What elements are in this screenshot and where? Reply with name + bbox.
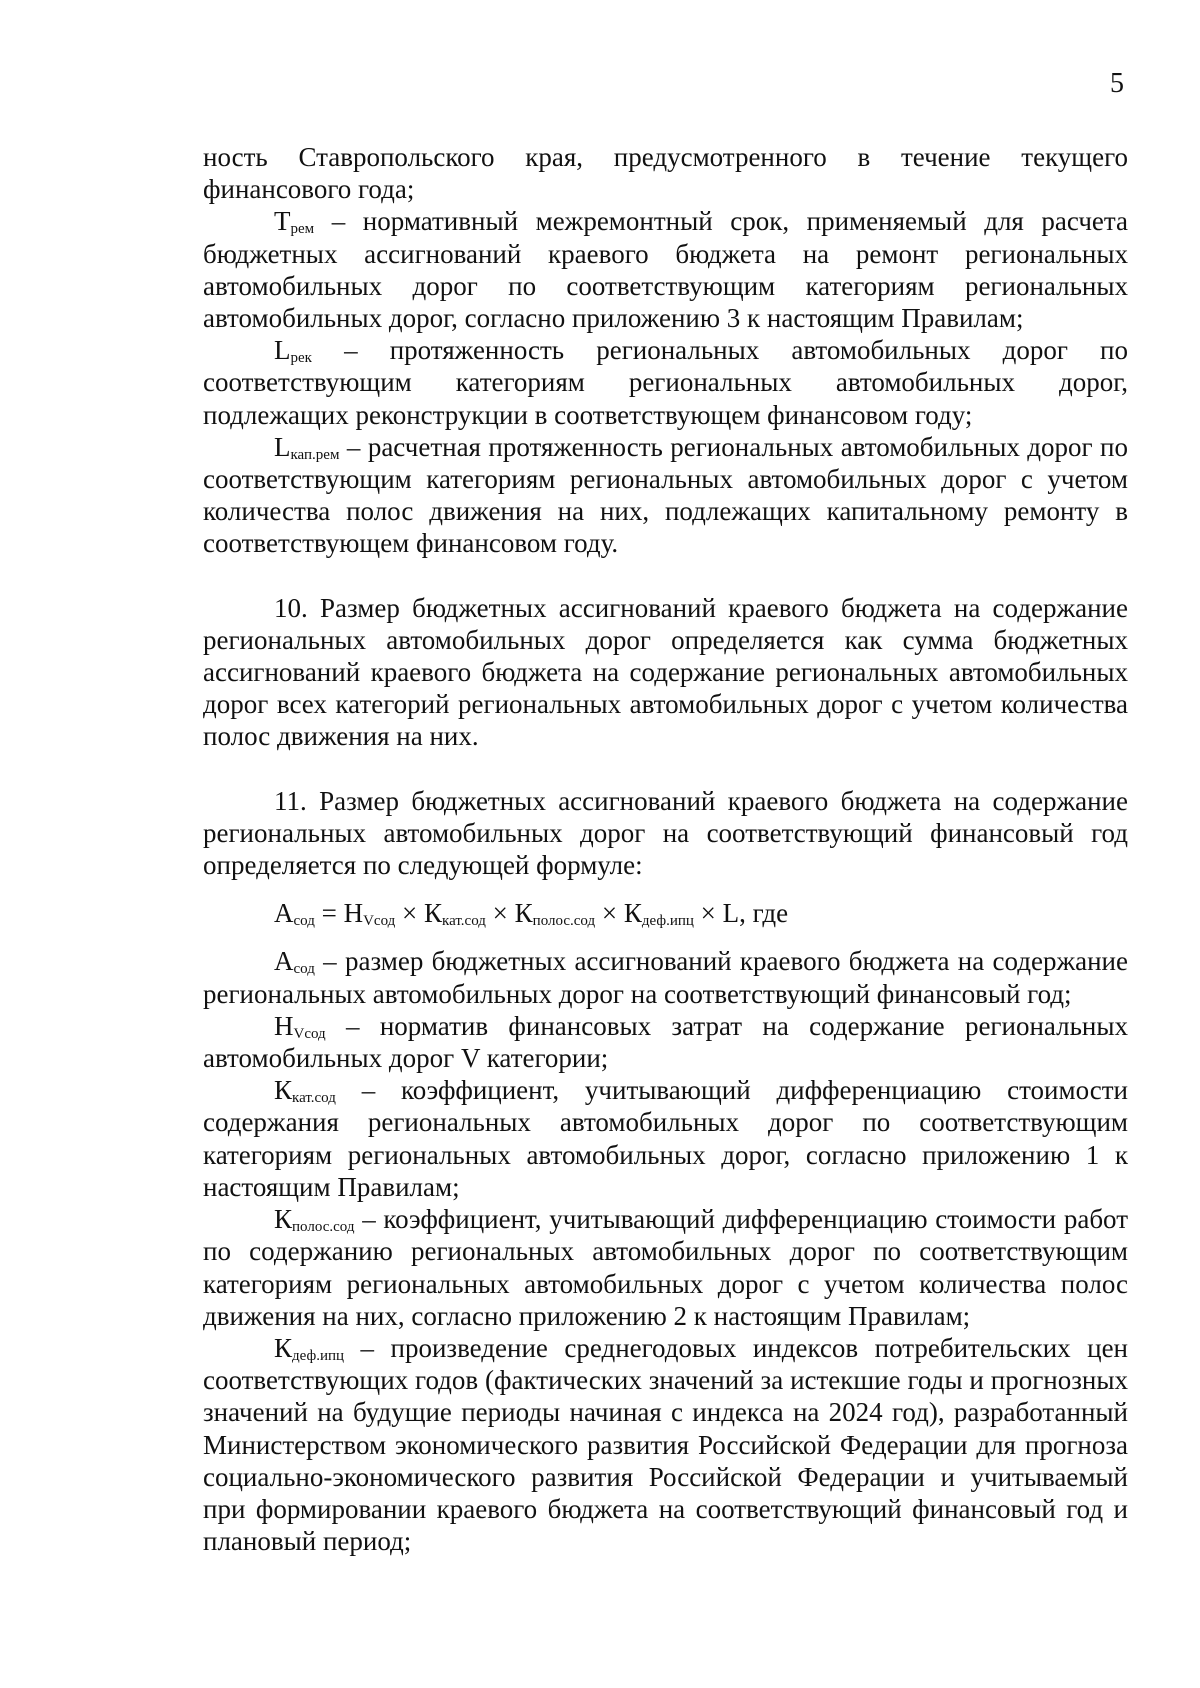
formula-times: × <box>395 898 425 929</box>
formula-times: × <box>485 898 515 929</box>
symbol-subscript: кап.рем <box>290 446 340 463</box>
dash: – <box>325 1010 380 1041</box>
paragraph-11: 11. Размер бюджетных ассигнований краевого бюджета на содержание региональных автомобильных дорог на соответствующий финансовый год определяется по следующей формуле: <box>203 785 1128 881</box>
formula-a-sod <box>203 897 1128 929</box>
definition-text: нормативный межремонтный срок, применяемый для расчета бюджетных ассигнований краевого бюджета на ремонт региональных автомобильных дорог по соответствующим категориям региональных автомобильных дорог, согласно приложению 3 к настоящим Правилам; <box>203 206 1128 334</box>
definition-k-kat-sod <box>203 1074 1128 1203</box>
formula-subscript: сод <box>293 913 315 930</box>
formula-subscript: кат.сод <box>442 913 486 930</box>
definition-a-sod <box>203 945 1128 1009</box>
symbol-h: Н <box>274 1010 294 1041</box>
formula-symbol: К <box>623 898 642 929</box>
paragraph-continuation <box>203 141 1128 205</box>
symbol-subscript: рем <box>290 221 315 238</box>
formula-equals: = <box>314 898 344 929</box>
symbol-subscript: полос.сод <box>292 1219 355 1236</box>
paragraph-10: 10. Размер бюджетных ассигнований краевого бюджета на содержание региональных автомобильных дорог определяется как сумма бюджетных ассигнований краевого бюджета на содержание региональных автомобильных дорог всех категорий региональных автомобильных дорог с учетом количества полос движения на них. <box>203 592 1128 752</box>
dash: – <box>354 1204 384 1235</box>
dash: – <box>314 946 346 977</box>
definition-text: размер бюджетных ассигнований краевого бюджета на содержание региональных автомобильных дорог на соответствующий финансовый год; <box>203 946 1128 1009</box>
symbol-subscript: сод <box>293 961 315 978</box>
symbol-t: T <box>274 206 291 237</box>
symbol-a: А <box>274 946 294 977</box>
definition-l-rek <box>203 334 1128 431</box>
symbol-l: L <box>274 431 291 462</box>
definition-text: расчетная протяженность региональных автомобильных дорог по соответствующим категориям региональных автомобильных дорог с учетом количества полос движения на них, подлежащих капитальному ремонту в соответствующем финансовом году. <box>203 431 1128 559</box>
symbol-k: К <box>274 1332 293 1363</box>
symbol-subscript: кат.сод <box>292 1090 336 1107</box>
symbol-k: К <box>274 1075 293 1106</box>
dash: – <box>311 335 390 366</box>
dash: – <box>339 431 368 462</box>
dash: – <box>344 1332 391 1363</box>
formula-times: × <box>595 898 624 929</box>
dash: – <box>314 206 363 237</box>
formula-symbol: Н <box>343 898 364 929</box>
definition-h-vsod <box>203 1010 1128 1074</box>
formula-symbol: К <box>514 898 533 929</box>
formula-symbol: К <box>424 898 443 929</box>
definition-k-def-ipc <box>203 1332 1128 1557</box>
dash: – <box>335 1075 401 1106</box>
definition-k-polos-sod <box>203 1203 1128 1332</box>
formula-subscript: полос.сод <box>532 913 596 930</box>
definition-text: коэффициент, учитывающий дифференциацию стоимости содержания региональных автомобильных дорог по соответствующим категориям региональных автомобильных дорог, согласно приложению 1 к настоящим Правилам; <box>203 1075 1128 1202</box>
definition-text: произведение среднегодовых индексов потребительских цен соответствующих годов (фактических значений за истекшие годы и прогнозных значений на будущие периоды начиная с индекса на 2024 год), разработанный Министерством экономического развития Российской Федерации для прогноза социально-экономического развития Российской Федерации и учитываемый при формировании краевого бюджета на соответствующий финансовый год и плановый период; <box>203 1332 1128 1557</box>
document-body <box>203 141 1128 1557</box>
formula-subscript: Vсод <box>363 913 396 930</box>
definition-text: норматив финансовых затрат на содержание региональных автомобильных дорог V категории; <box>203 1010 1129 1074</box>
formula-tail: × L, где <box>693 898 789 929</box>
definition-text: коэффициент, учитывающий дифференциацию стоимости работ по содержанию региональных автомобильных дорог по соответствующим категориям региональных автомобильных дорог с учетом количества полос движения на них, согласно приложению 2 к настоящим Правилам; <box>203 1204 1128 1331</box>
symbol-subscript: деф.ипц <box>292 1347 345 1364</box>
definition-text: протяженность региональных автомобильных дорог по соответствующим категориям региональных автомобильных дорог, подлежащих реконструкции в соответствующем финансовом году; <box>203 335 1128 430</box>
page-number: 5 <box>1110 68 1124 99</box>
definition-l-kap-rem <box>203 431 1128 560</box>
paragraph-text: ность Ставропольского края, предусмотренного в течение текущего финансового года; <box>203 142 1128 205</box>
symbol-subscript: рек <box>290 350 312 367</box>
symbol-k: К <box>274 1204 293 1235</box>
definition-t-rem <box>203 205 1128 334</box>
formula-subscript: деф.ипц <box>641 913 694 930</box>
symbol-l: L <box>274 335 291 366</box>
formula-symbol: А <box>274 898 294 929</box>
symbol-subscript: Vсод <box>293 1025 326 1042</box>
